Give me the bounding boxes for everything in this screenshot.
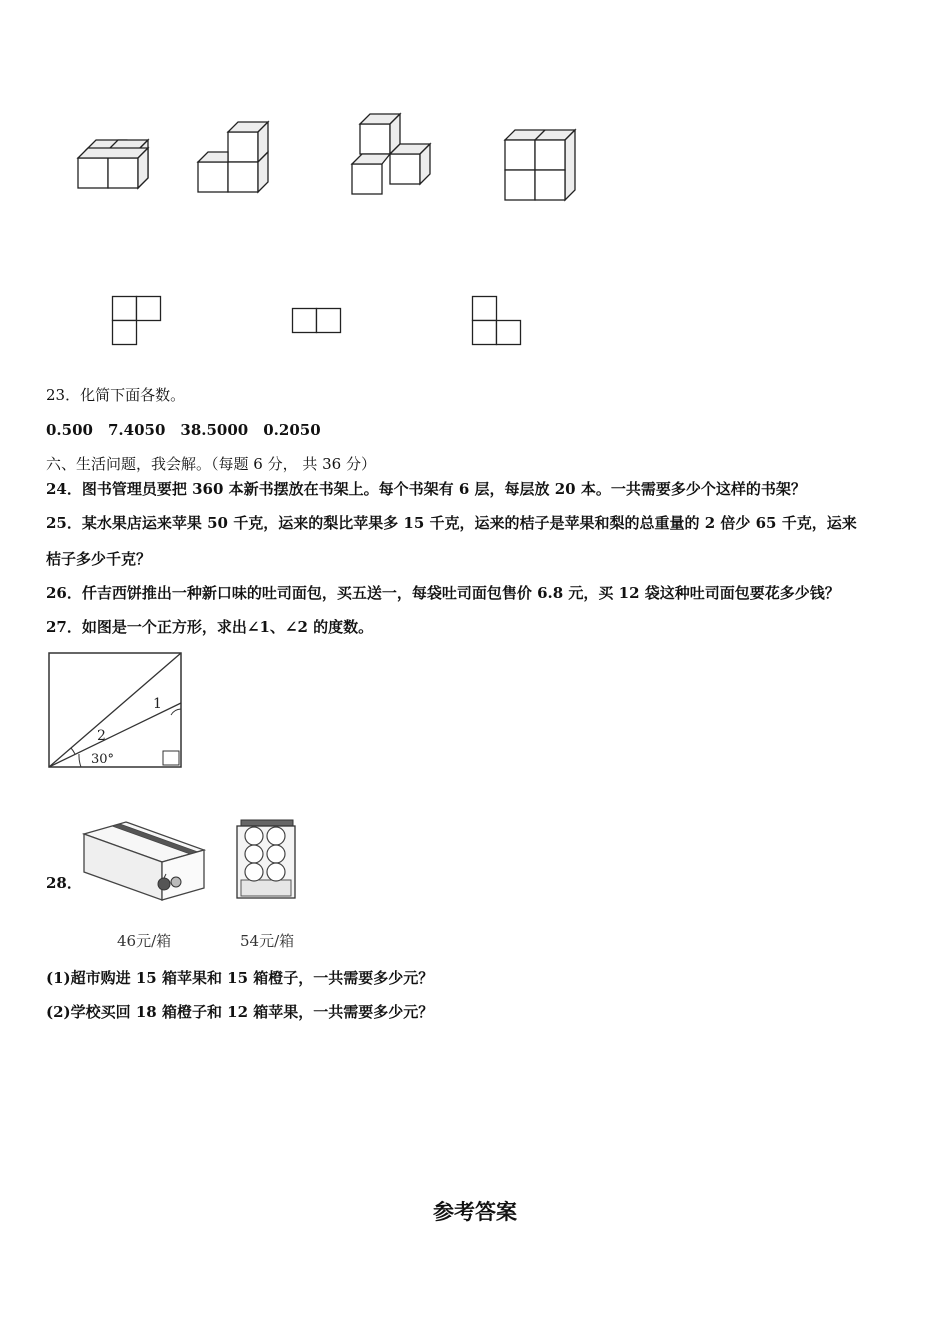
question-24: 24．图书管理员要把 360 本新书摆放在书架上。每个书架有 6 层，每层放 20 本。一共需要多少个这样的书架？ [46, 480, 806, 498]
angle-2-label: 2 [97, 728, 106, 744]
section-6-heading: 六、生活问题，我会解。（每题 6 分， 共 36 分） [46, 455, 376, 473]
angle-30-label: 30° [91, 752, 115, 767]
cube-figure-2 [198, 122, 278, 197]
question-23-numbers: 0.500 7.4050 38.5000 0.2050 [46, 421, 321, 439]
question-28-sub2: (2)学校买回 18 箱橙子和 12 箱苹果，一共需要多少元？ [46, 1003, 434, 1021]
view-shape-1 [112, 296, 164, 348]
orange-price-label: 54元/箱 [240, 932, 295, 950]
apple-price-label: 46元/箱 [117, 932, 172, 950]
question-25-line1: 25．某水果店运来苹果 50 千克，运来的梨比苹果多 15 千克，运来的桔子是苹果和梨的总重量的 2 倍少 65 千克，运来 [46, 514, 857, 532]
cube-figure-3 [350, 114, 435, 199]
answer-section-title: 参考答案 [433, 1200, 517, 1224]
angle-1-label: 1 [153, 696, 162, 712]
question-27: 27．如图是一个正方形，求出∠1、∠2 的度数。 [46, 618, 374, 636]
view-shape-3 [472, 296, 524, 348]
cube-figure-4 [505, 130, 580, 205]
question-28-sub1: (1)超市购进 15 箱苹果和 15 箱橙子，一共需要多少元？ [46, 969, 434, 987]
question-26: 26．仟吉西饼推出一种新口味的吐司面包，买五送一，每袋吐司面包售价 6.8 元，买 12 袋这种吐司面包要花多少钱？ [46, 584, 840, 602]
question-23: 23．化简下面各数。 [46, 386, 186, 404]
square-angle-figure [47, 651, 187, 773]
apple-box-icon [82, 820, 208, 904]
question-25-line2: 桔子多少千克？ [46, 550, 152, 568]
orange-box-icon [235, 818, 299, 902]
cube-figure-1 [76, 138, 156, 198]
view-shape-2 [292, 308, 344, 336]
question-28: 28． [46, 874, 82, 892]
